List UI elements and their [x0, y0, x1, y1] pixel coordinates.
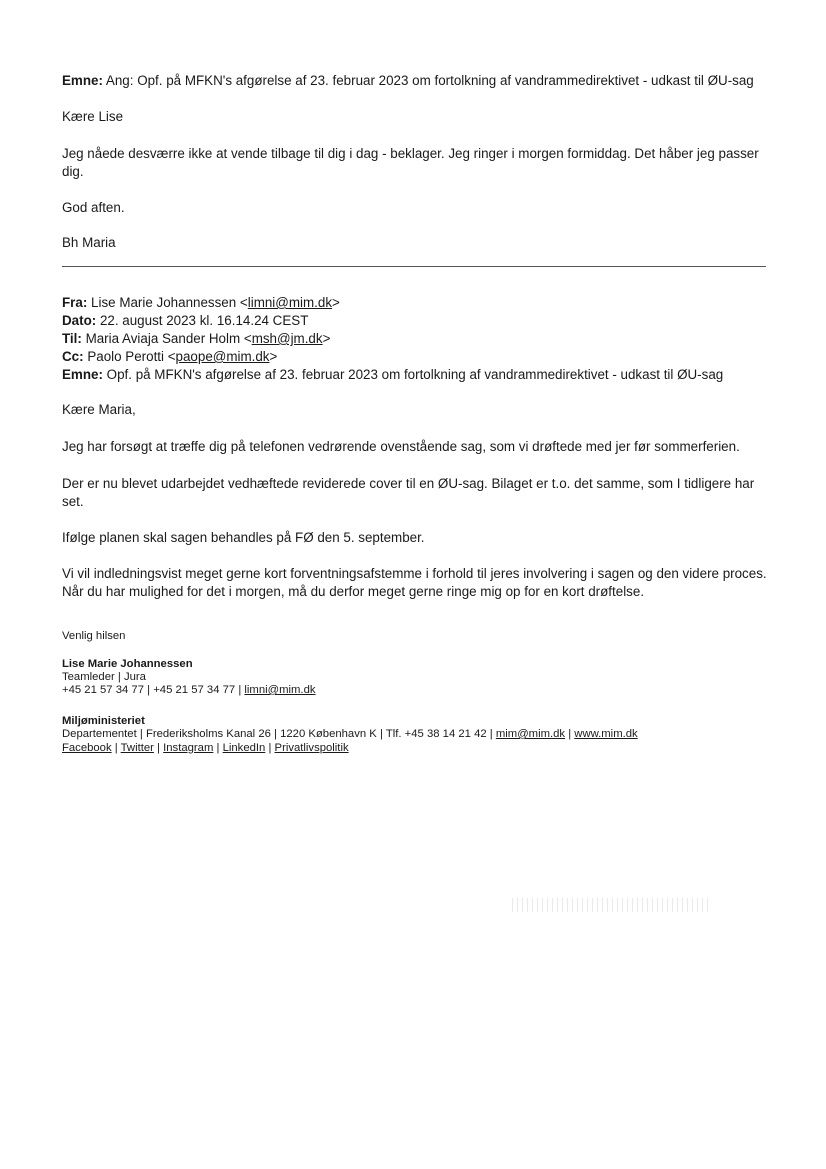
header-to: Til: Maria Aviaja Sander Holm <msh@jm.dk>	[62, 331, 331, 346]
reply-body: Jeg nåede desværre ikke at vende tilbage til dig i dag - beklager. Jeg ringer i morgen formiddag. Det håber jeg passer dig.	[62, 146, 759, 179]
sig-social-links: Facebook | Twitter | Instagram | LinkedIn | Privatlivspolitik	[62, 742, 349, 754]
header-from: Fra: Lise Marie Johannessen <limni@mim.dk>	[62, 295, 340, 310]
to-name: Maria Aviaja Sander Holm	[85, 331, 241, 346]
header-cc: Cc: Paolo Perotti <paope@mim.dk>	[62, 349, 278, 364]
reply-subject: Ang: Opf. på MFKN's afgørelse af 23. februar 2023 om fortolkning af vandrammedirektivet - udkast til ØU-sag	[105, 73, 754, 88]
sig-address: Departementet | Frederiksholms Kanal 26 | 1220 København K | Tlf. +45 38 14 21 42 |	[62, 728, 493, 740]
from-name: Lise Marie Johannessen	[91, 295, 237, 310]
sig-regards: Venlig hilsen	[62, 630, 126, 642]
to-label: Til:	[62, 331, 82, 346]
orig-subject: Opf. på MFKN's afgørelse af 23. februar 2023 om fortolkning af vandrammedirektivet - udkast til ØU-sag	[106, 367, 724, 382]
linkedin-link[interactable]: LinkedIn	[222, 742, 266, 754]
sig-phone-2: +45 21 57 34 77	[153, 684, 236, 696]
sig-address-line: Departementet | Frederiksholms Kanal 26 | 1220 København K | Tlf. +45 38 14 21 42 | mim@mim.dk | www.mim.dk	[62, 728, 638, 740]
instagram-link[interactable]: Instagram	[163, 742, 214, 754]
scan-artifact	[512, 898, 712, 912]
header-subject	[62, 366, 723, 384]
sig-phone-1: +45 21 57 34 77	[62, 684, 144, 696]
sig-name: Lise Marie Johannessen	[62, 658, 193, 670]
sig-org: Miljøministeriet	[62, 715, 145, 727]
divider	[62, 266, 766, 267]
reply-greeting: Kære Lise	[62, 109, 124, 124]
privacy-policy-link[interactable]: Privatlivspolitik	[274, 742, 349, 754]
reply-closing: God aften.	[62, 200, 125, 215]
website-link[interactable]: www.mim.dk	[574, 728, 638, 740]
from-label: Fra:	[62, 295, 88, 310]
reply-subject-label: Emne:	[62, 73, 103, 88]
orig-subject-label: Emne:	[62, 367, 103, 382]
date-label: Dato:	[62, 313, 97, 328]
cc-label: Cc:	[62, 349, 84, 364]
facebook-link[interactable]: Facebook	[62, 742, 112, 754]
orig-paragraph-2: Der er nu blevet udarbejdet vedhæftede reviderede cover til en ØU-sag. Bilaget er t.o. det samme, som I tidligere har set.	[62, 476, 755, 509]
org-email-link[interactable]: mim@mim.dk	[495, 728, 566, 740]
sig-contact: +45 21 57 34 77 | +45 21 57 34 77 | limni@mim.dk	[62, 684, 316, 696]
twitter-link[interactable]: Twitter	[120, 742, 154, 754]
cc-email-link[interactable]: paope@mim.dk	[175, 349, 270, 364]
from-email-link[interactable]: limni@mim.dk	[247, 295, 333, 310]
orig-paragraph-4: Vi vil indledningsvist meget gerne kort forventningsafstemme i forhold til jeres involvering i sagen og den videre proces. Når du har mulighed for det i morgen, må du derfor meget gerne ringe mig op for en kort drøftelse.	[62, 566, 767, 599]
header-date	[62, 312, 308, 330]
orig-greeting: Kære Maria,	[62, 402, 136, 417]
reply-subject-line	[62, 72, 754, 90]
reply-signoff: Bh Maria	[62, 235, 116, 250]
date-value: 22. august 2023 kl. 16.14.24 CEST	[99, 313, 309, 328]
orig-paragraph-1: Jeg har forsøgt at træffe dig på telefonen vedrørende ovenstående sag, som vi drøftede med jer før sommerferien.	[62, 439, 740, 454]
cc-name: Paolo Perotti	[87, 349, 164, 364]
sig-email-link[interactable]: limni@mim.dk	[244, 684, 316, 696]
sig-title: Teamleder | Jura	[62, 671, 146, 683]
orig-paragraph-3: Ifølge planen skal sagen behandles på FØ den 5. september.	[62, 530, 425, 545]
to-email-link[interactable]: msh@jm.dk	[251, 331, 323, 346]
